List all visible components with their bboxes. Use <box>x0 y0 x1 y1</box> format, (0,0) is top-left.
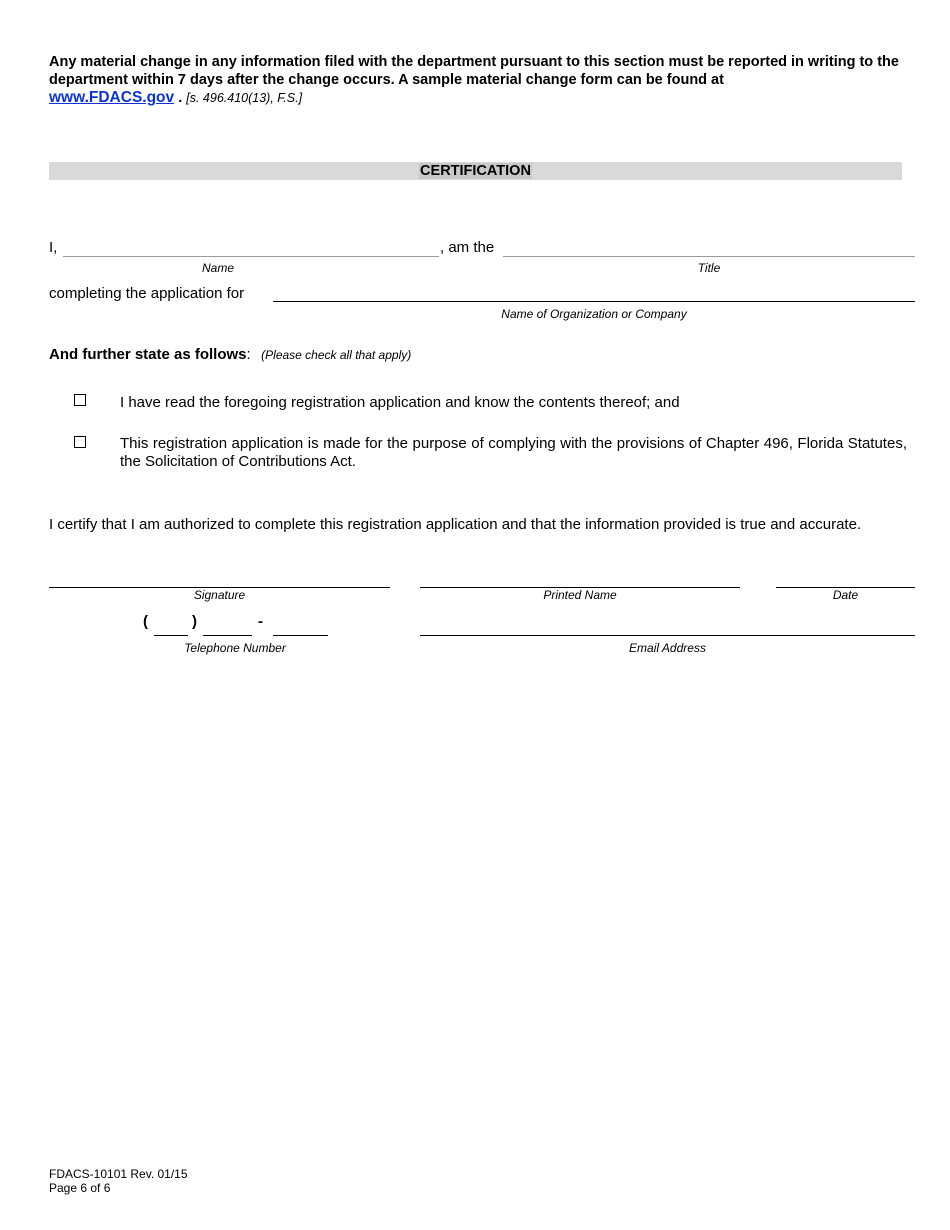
phone-open-paren: ( <box>143 613 148 630</box>
certification-header-bar <box>49 162 902 180</box>
phone-area-code-field[interactable] <box>154 635 188 636</box>
certification-title: CERTIFICATION <box>420 163 531 179</box>
phone-close-paren: ) <box>192 613 197 630</box>
email-caption: Email Address <box>629 641 706 655</box>
telephone-caption: Telephone Number <box>184 641 286 655</box>
further-state-label: And further state as follows <box>49 346 247 363</box>
statement-2-checkbox[interactable] <box>74 436 86 448</box>
date-caption: Date <box>832 588 859 602</box>
printed-name-caption: Printed Name <box>543 588 617 602</box>
name-field[interactable] <box>63 256 439 257</box>
phone-line-number-field[interactable] <box>273 635 328 636</box>
further-state-note: (Please check all that apply) <box>261 348 412 362</box>
signature-caption: Signature <box>193 588 246 602</box>
certify-prefix: I, <box>49 239 58 256</box>
email-field[interactable] <box>420 635 915 636</box>
statement-1-checkbox[interactable] <box>74 394 86 406</box>
page-footer <box>49 1167 188 1195</box>
phone-prefix-field[interactable] <box>203 635 252 636</box>
title-caption: Title <box>697 261 721 275</box>
notice-citation: [s. 496.410(13), F.S.] <box>186 91 303 105</box>
phone-dash: - <box>258 613 263 630</box>
form-id: FDACS-10101 Rev. 01/15 <box>49 1167 188 1181</box>
notice-text: Any material change in any information filed with the department pursuant to this section must be reported in writing to the department within 7 days after the change occurs. A sample material change form can be found at <box>49 54 899 88</box>
am-the-text: , am the <box>440 239 495 256</box>
certify-statement: I certify that I am authorized to complete this registration application and that the information provided is true and accurate. <box>49 516 862 533</box>
statement-1-text: I have read the foregoing registration application and know the contents thereof; and <box>120 394 680 411</box>
title-field[interactable] <box>503 256 915 257</box>
name-caption: Name <box>201 261 234 275</box>
statement-2-text: This registration application is made for the purpose of complying with the provisions of Chapter 496, Florida Statutes, the Solicitation of Contributions Act. <box>120 435 907 470</box>
notice-period: . <box>178 90 183 106</box>
page-number: Page 6 of 6 <box>49 1181 111 1195</box>
further-state-line <box>49 346 411 364</box>
material-change-notice <box>49 54 919 108</box>
further-state-colon: : <box>246 346 251 363</box>
organization-caption: Name of Organization or Company <box>501 307 687 321</box>
completing-label: completing the application for <box>49 285 245 302</box>
organization-field[interactable] <box>273 301 915 302</box>
fdacs-link[interactable]: www.FDACS.gov <box>49 89 175 106</box>
